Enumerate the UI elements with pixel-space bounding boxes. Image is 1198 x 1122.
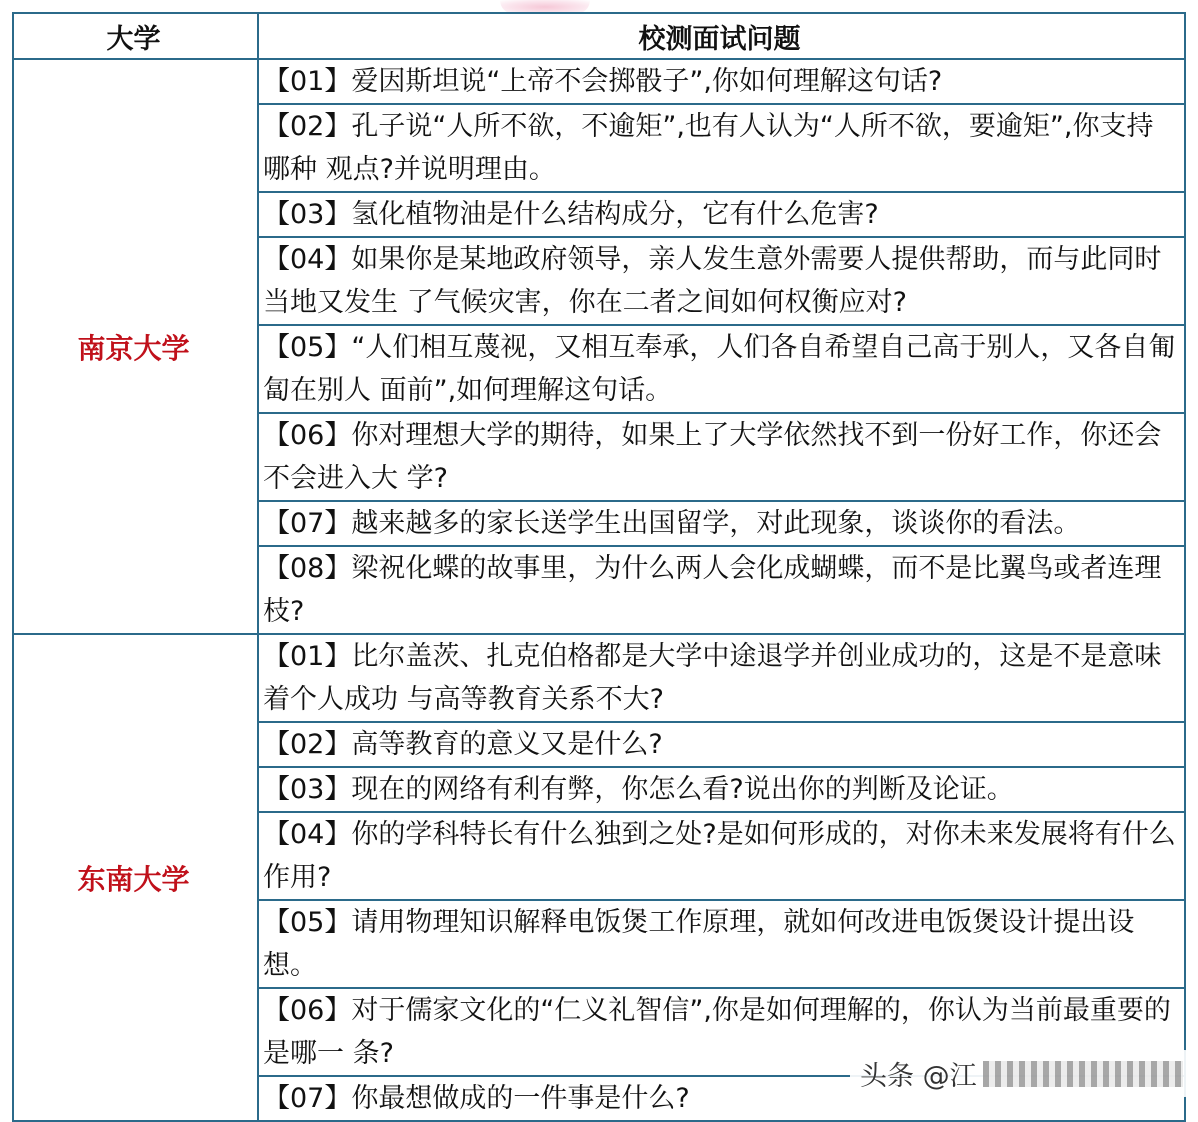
question-number: 【08】 — [263, 553, 352, 584]
question-cell — [258, 237, 1185, 325]
question-cell — [258, 767, 1185, 812]
header-questions: 校测面试问题 — [258, 13, 1185, 59]
question-text: 你的学科特长有什么独到之处?是如何形成的，对你未来发展将有什么作用? — [263, 819, 1176, 893]
question-number: 【06】 — [263, 420, 352, 451]
question-number: 【04】 — [263, 244, 352, 275]
university-name-nanjing: 南京大学 — [13, 59, 258, 634]
question-number: 【03】 — [263, 199, 352, 230]
interview-questions-table — [12, 12, 1186, 1122]
question-number: 【01】 — [263, 66, 352, 97]
watermark-text: 头条 @江 — [860, 1061, 977, 1092]
question-number: 【07】 — [263, 1083, 352, 1114]
question-text: 氢化植物油是什么结构成分，它有什么危害? — [351, 199, 879, 230]
question-number: 【01】 — [263, 641, 352, 672]
question-number: 【02】 — [263, 729, 352, 760]
table-row — [13, 59, 1185, 104]
question-cell — [258, 812, 1185, 900]
university-name-southeast: 东南大学 — [13, 634, 258, 1121]
question-text: 梁祝化蝶的故事里，为什么两人会化成蝴蝶，而不是比翼鸟或者连理枝? — [263, 553, 1162, 627]
question-text: 高等教育的意义又是什么? — [351, 729, 663, 760]
question-cell — [258, 59, 1185, 104]
question-cell — [258, 722, 1185, 767]
header-university: 大学 — [13, 13, 258, 59]
table-row — [13, 634, 1185, 722]
question-text: 孔子说“人所不欲，不逾矩”,也有人认为“人所不欲，要逾矩”,你支持哪种 观点?并说明理由。 — [263, 111, 1154, 185]
question-cell — [258, 900, 1185, 988]
question-number: 【07】 — [263, 508, 352, 539]
question-text: 对于儒家文化的“仁义礼智信”,你是如何理解的，你认为当前最重要的是哪一 条? — [263, 995, 1171, 1069]
question-number: 【06】 — [263, 995, 352, 1026]
question-cell — [258, 413, 1185, 501]
question-number: 【05】 — [263, 332, 352, 363]
question-number: 【04】 — [263, 819, 352, 850]
table-header-row — [13, 13, 1185, 59]
question-number: 【05】 — [263, 907, 352, 938]
question-cell — [258, 634, 1185, 722]
question-text: 爱因斯坦说“上帝不会掷骰子”,你如何理解这句话? — [351, 66, 943, 97]
question-number: 【02】 — [263, 111, 352, 142]
question-cell — [258, 546, 1185, 634]
question-cell — [258, 104, 1185, 192]
question-number: 【03】 — [263, 774, 352, 805]
question-text: 比尔盖茨、扎克伯格都是大学中途退学并创业成功的，这是不是意味着个人成功 与高等教育关系不大? — [263, 641, 1162, 715]
question-cell — [258, 192, 1185, 237]
question-cell — [258, 325, 1185, 413]
question-text: 请用物理知识解释电饭煲工作原理，就如何改进电饭煲设计提出设想。 — [263, 907, 1135, 981]
question-text: “人们相互蔑视，又相互奉承，人们各自希望自己高于别人，又各自匍匐在别人 面前”,如何理解这句话。 — [263, 332, 1176, 406]
question-text: 越来越多的家长送学生出国留学，对此现象，谈谈你的看法。 — [351, 508, 1081, 539]
question-text: 如果你是某地政府领导，亲人发生意外需要人提供帮助，而与此同时当地又发生 了气候灾害，你在二者之间如何权衡应对? — [263, 244, 1162, 318]
question-cell — [258, 501, 1185, 546]
watermark — [850, 1050, 1191, 1097]
question-text: 你对理想大学的期待，如果上了大学依然找不到一份好工作，你还会不会进入大 学? — [263, 420, 1162, 494]
watermark-obscured-name — [983, 1061, 1183, 1087]
question-text: 你最想做成的一件事是什么? — [351, 1083, 690, 1114]
question-text: 现在的网络有利有弊，你怎么看?说出你的判断及论证。 — [351, 774, 1014, 805]
